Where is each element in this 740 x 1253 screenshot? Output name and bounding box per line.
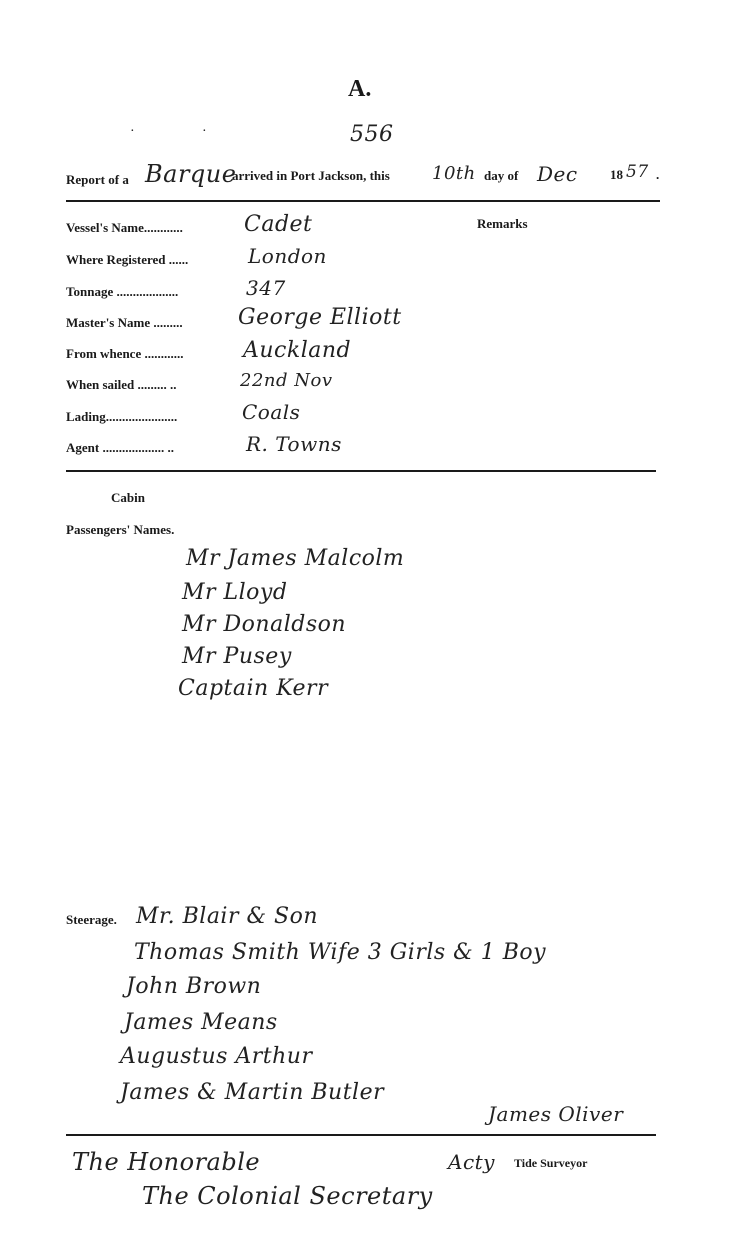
when-sailed-value: 22nd Nov bbox=[240, 370, 333, 391]
divider-top bbox=[66, 200, 660, 202]
divider-bottom bbox=[66, 1134, 656, 1136]
cabin-label: Cabin bbox=[111, 490, 145, 505]
report-day: 10th bbox=[432, 163, 476, 184]
passengers-label: Passengers' Names. bbox=[66, 522, 175, 537]
cabin-passenger: Mr James Malcolm bbox=[186, 546, 405, 571]
tick-mark: · bbox=[202, 124, 207, 139]
lading-label: Lading...................... bbox=[66, 409, 178, 424]
masters-name-label: Master's Name ......... bbox=[66, 315, 183, 330]
addressee-line-1: The Honorable bbox=[72, 1148, 261, 1176]
acting-annotation: Acty bbox=[448, 1150, 495, 1174]
from-whence-label: From whence ............ bbox=[66, 346, 184, 361]
steerage-passenger: James & Martin Butler bbox=[120, 1080, 385, 1105]
cabin-passenger: Mr Lloyd bbox=[182, 580, 288, 605]
agent-label: Agent ................... .. bbox=[66, 440, 174, 455]
masters-name-value: George Elliott bbox=[238, 305, 402, 330]
cabin-passenger: Mr Pusey bbox=[182, 644, 292, 669]
steerage-label: Steerage. bbox=[66, 912, 117, 927]
from-whence-value: Auckland bbox=[243, 338, 352, 363]
document-number: 556 bbox=[350, 122, 394, 147]
report-day-of: day of bbox=[484, 168, 519, 183]
vessel-type: Barque bbox=[145, 160, 237, 188]
report-prefix: Report of a bbox=[66, 172, 129, 187]
lading-value: Coals bbox=[242, 400, 301, 424]
report-year-printed: 18 bbox=[610, 167, 623, 182]
vessel-name-label: Vessel's Name............ bbox=[66, 220, 183, 235]
steerage-passenger: John Brown bbox=[126, 974, 262, 999]
steerage-passenger: Mr. Blair & Son bbox=[136, 904, 319, 929]
report-middle: arrived in Port Jackson, this bbox=[232, 168, 390, 183]
divider-middle bbox=[66, 470, 656, 472]
agent-value: R. Towns bbox=[246, 432, 342, 456]
steerage-passenger: James Means bbox=[124, 1010, 278, 1035]
where-registered-label: Where Registered ...... bbox=[66, 252, 189, 267]
tonnage-value: 347 bbox=[246, 276, 286, 300]
report-year-written: 57 bbox=[626, 162, 649, 182]
tide-surveyor-label: Tide Surveyor bbox=[514, 1156, 588, 1170]
report-month: Dec bbox=[537, 162, 578, 186]
when-sailed-label: When sailed ......... .. bbox=[66, 377, 177, 392]
steerage-passenger: Augustus Arthur bbox=[120, 1044, 313, 1069]
addressee-line-2: The Colonial Secretary bbox=[142, 1182, 433, 1210]
cabin-passenger: Mr Donaldson bbox=[182, 612, 347, 637]
tick-mark: · bbox=[130, 124, 135, 139]
report-period: . bbox=[656, 167, 660, 182]
steerage-passenger: Thomas Smith Wife 3 Girls & 1 Boy bbox=[134, 940, 547, 965]
cabin-passenger: Captain Kerr bbox=[178, 676, 329, 701]
where-registered-value: London bbox=[248, 244, 327, 268]
form-letter: A. bbox=[348, 76, 372, 102]
surveyor-signature: James Oliver bbox=[488, 1102, 624, 1126]
remarks-label: Remarks bbox=[477, 216, 528, 231]
tonnage-label: Tonnage ................... bbox=[66, 284, 179, 299]
vessel-name-value: Cadet bbox=[244, 212, 313, 237]
